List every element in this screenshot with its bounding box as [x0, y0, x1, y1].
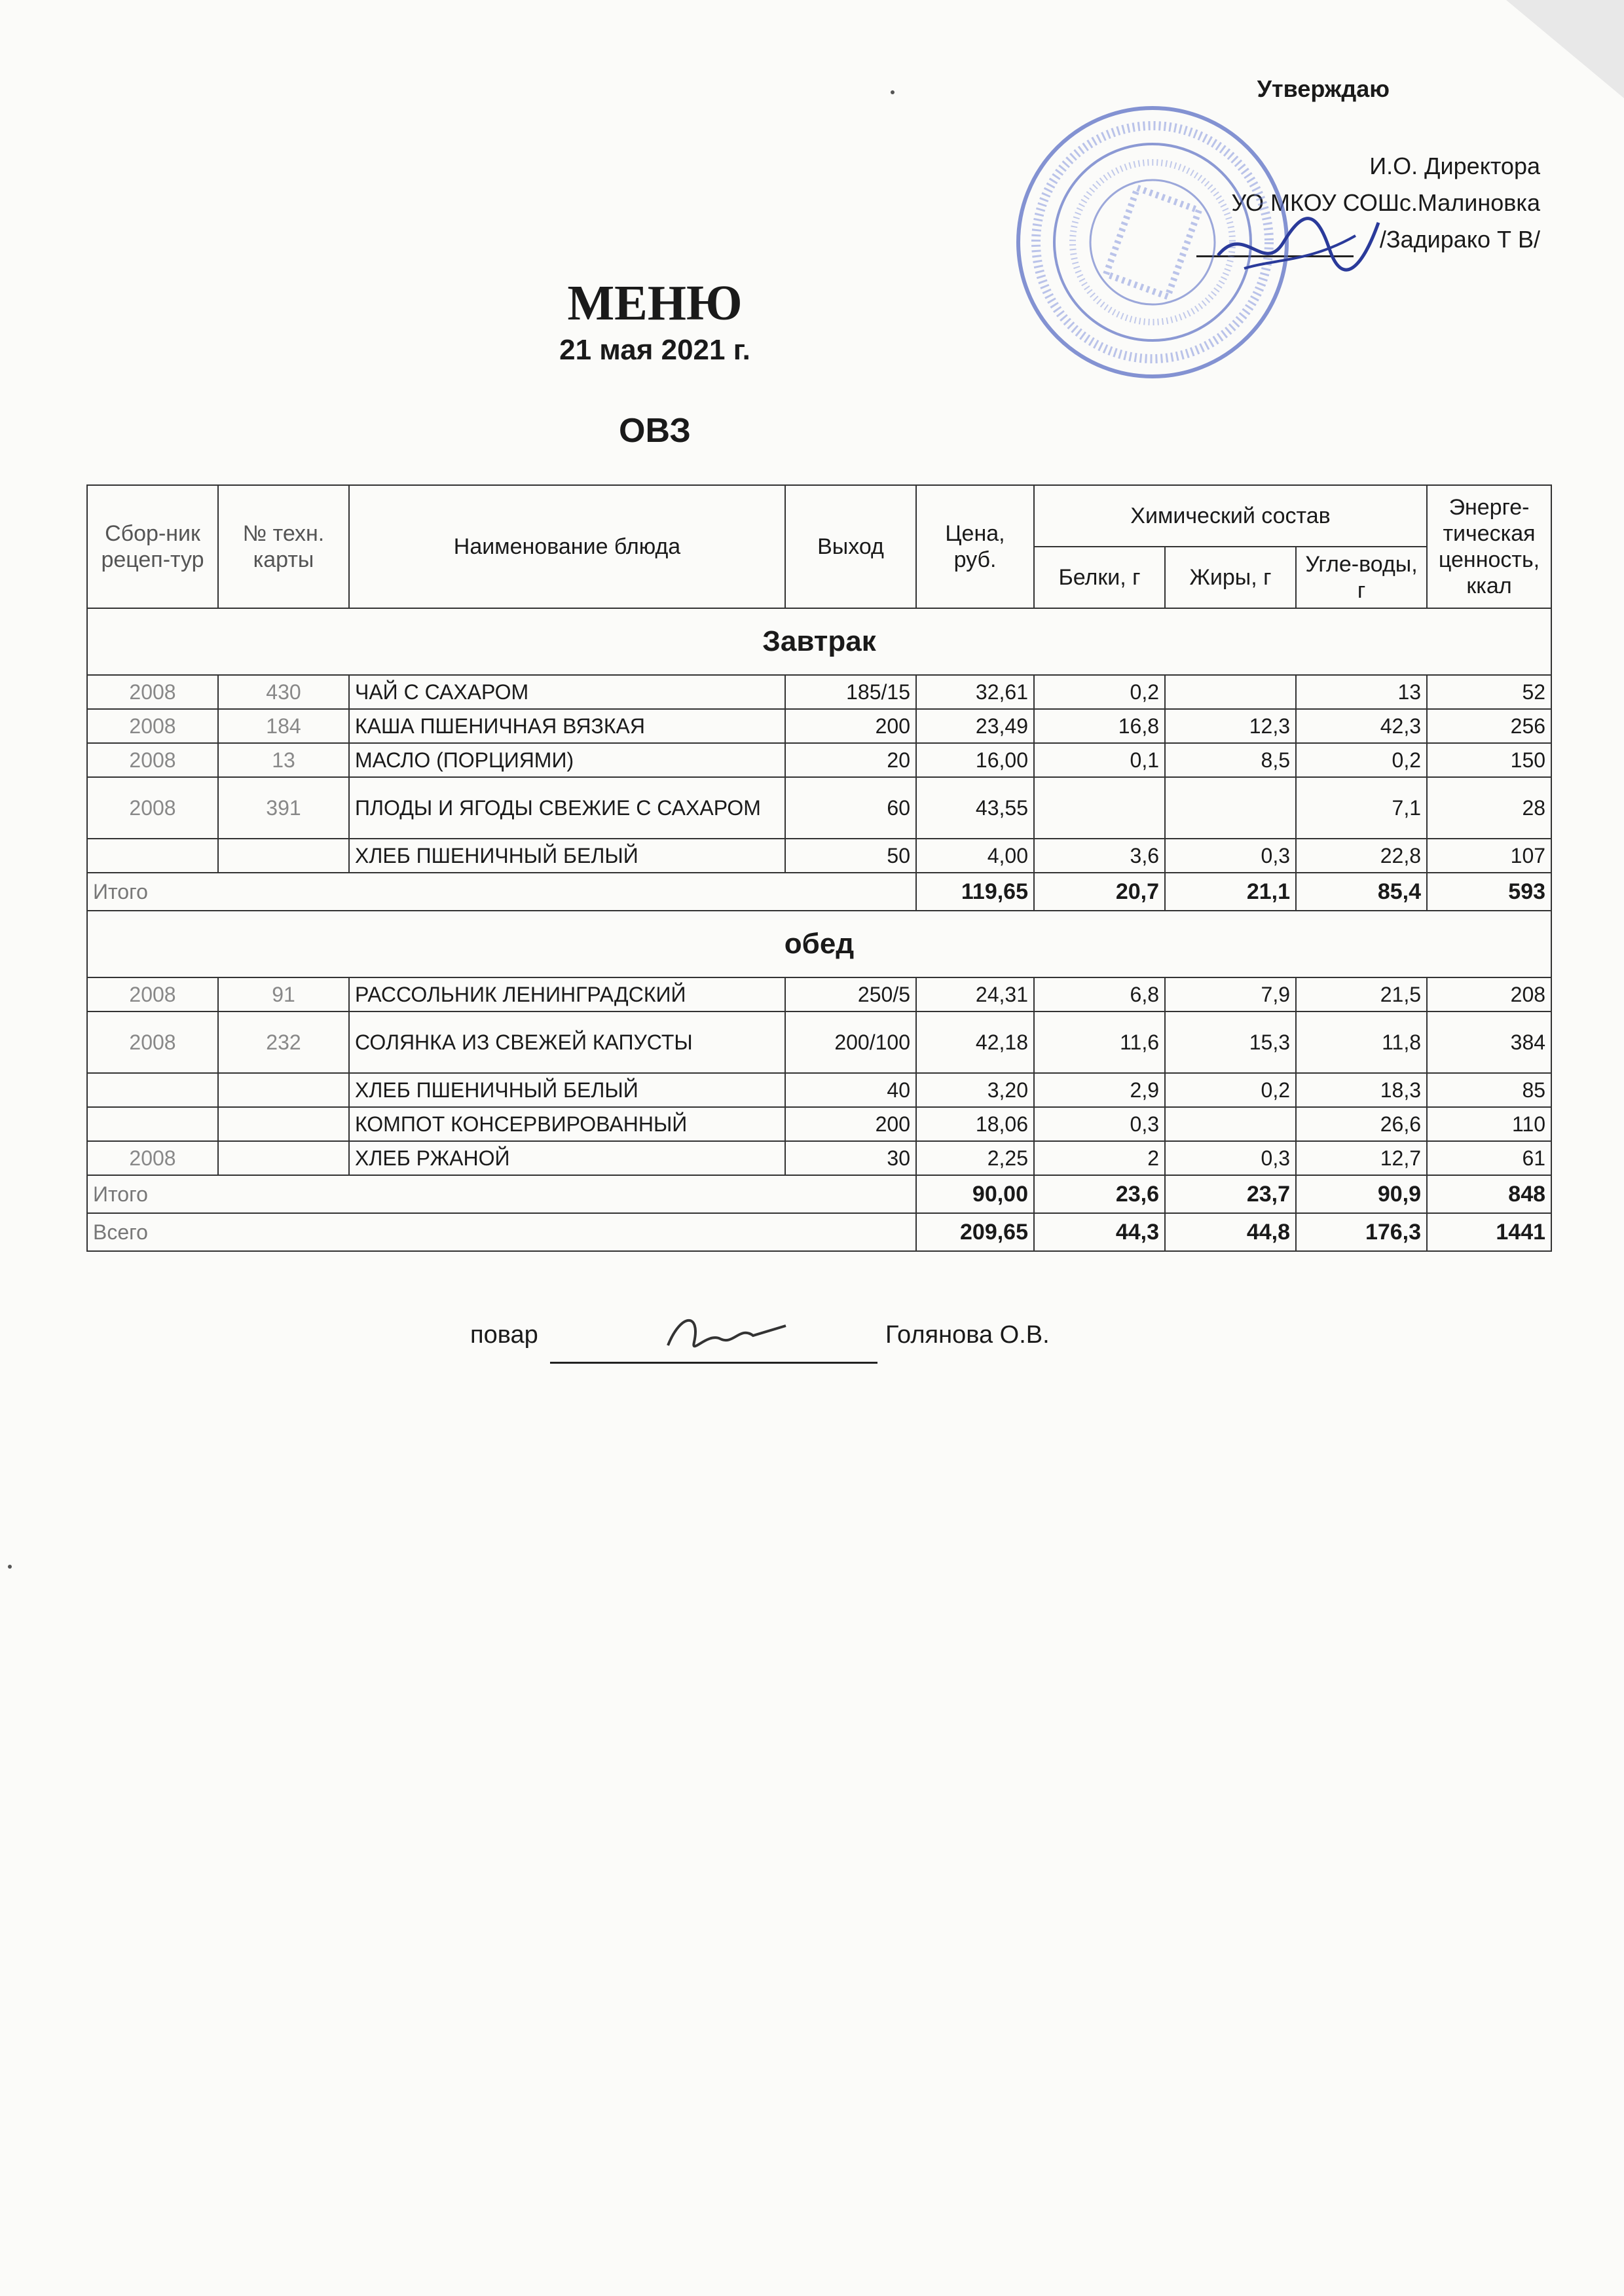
- cell-card: 232: [218, 1011, 349, 1073]
- approval-title: Утверждаю: [1257, 75, 1390, 102]
- speck: [8, 1565, 12, 1569]
- cook-name: Голянова О.В.: [885, 1321, 1050, 1349]
- approval-organization: УО МКОУ СОШс.Малиновка: [1231, 189, 1540, 216]
- cell-output: 60: [785, 777, 916, 839]
- cell-fat: 0,2: [1165, 1073, 1296, 1107]
- section-row: [87, 608, 1551, 675]
- approval-signatory: /Задирако Т В/: [1379, 226, 1540, 253]
- cell-name: РАССОЛЬНИК ЛЕНИНГРАДСКИЙ: [349, 977, 785, 1011]
- cell-name: ХЛЕБ ПШЕНИЧНЫЙ БЕЛЫЙ: [349, 1073, 785, 1107]
- cell-carbs: 7,1: [1296, 777, 1427, 839]
- col-card: № техн. карты: [218, 485, 349, 608]
- cell-carbs: 0,2: [1296, 743, 1427, 777]
- approval-position: И.О. Директора: [1369, 153, 1540, 179]
- total-fat: 44,8: [1165, 1213, 1296, 1251]
- col-name: Наименование блюда: [349, 485, 785, 608]
- cell-output: 250/5: [785, 977, 916, 1011]
- page-title: МЕНЮ: [567, 276, 743, 331]
- total-price: 209,65: [916, 1213, 1034, 1251]
- total-energy: 848: [1427, 1175, 1551, 1213]
- cell-card: 91: [218, 977, 349, 1011]
- col-chemical: Химический состав: [1034, 485, 1427, 547]
- table-row: [87, 675, 1551, 709]
- cell-carbs: 12,7: [1296, 1141, 1427, 1175]
- cell-name: ЧАЙ С САХАРОМ: [349, 675, 785, 709]
- cell-collection: 2008: [87, 743, 218, 777]
- cell-fat: 8,5: [1165, 743, 1296, 777]
- col-collection: Сбор-ник рецеп-тур: [87, 485, 218, 608]
- total-protein: 44,3: [1034, 1213, 1165, 1251]
- cell-protein: 2: [1034, 1141, 1165, 1175]
- cell-price: 16,00: [916, 743, 1034, 777]
- cell-fat: 12,3: [1165, 709, 1296, 743]
- folded-corner: [1506, 0, 1624, 98]
- cell-energy: 256: [1427, 709, 1551, 743]
- cell-card: 391: [218, 777, 349, 839]
- total-carbs: 176,3: [1296, 1213, 1427, 1251]
- cell-card: [218, 1141, 349, 1175]
- cell-output: 40: [785, 1073, 916, 1107]
- cell-output: 30: [785, 1141, 916, 1175]
- total-label: Итого: [87, 873, 916, 911]
- total-fat: 21,1: [1165, 873, 1296, 911]
- cook-label: повар: [470, 1321, 538, 1349]
- cell-collection: 2008: [87, 675, 218, 709]
- cell-price: 43,55: [916, 777, 1034, 839]
- section-title: Завтрак: [87, 608, 1551, 675]
- cell-energy: 107: [1427, 839, 1551, 873]
- total-energy: 1441: [1427, 1213, 1551, 1251]
- cell-output: 50: [785, 839, 916, 873]
- cell-protein: 3,6: [1034, 839, 1165, 873]
- cell-protein: 2,9: [1034, 1073, 1165, 1107]
- cell-fat: [1165, 675, 1296, 709]
- cell-protein: 0,2: [1034, 675, 1165, 709]
- total-carbs: 85,4: [1296, 873, 1427, 911]
- cell-output: 200: [785, 709, 916, 743]
- cell-card: [218, 839, 349, 873]
- cell-collection: 2008: [87, 1011, 218, 1073]
- cell-name: ПЛОДЫ И ЯГОДЫ СВЕЖИЕ С САХАРОМ: [349, 777, 785, 839]
- cell-output: 200: [785, 1107, 916, 1141]
- cell-carbs: 26,6: [1296, 1107, 1427, 1141]
- cell-carbs: 42,3: [1296, 709, 1427, 743]
- cell-protein: 6,8: [1034, 977, 1165, 1011]
- total-protein: 23,6: [1034, 1175, 1165, 1213]
- cell-carbs: 18,3: [1296, 1073, 1427, 1107]
- cell-name: МАСЛО (ПОРЦИЯМИ): [349, 743, 785, 777]
- cell-price: 32,61: [916, 675, 1034, 709]
- cell-card: 13: [218, 743, 349, 777]
- cell-energy: 208: [1427, 977, 1551, 1011]
- total-fat: 23,7: [1165, 1175, 1296, 1213]
- col-carbs: Угле-воды, г: [1296, 547, 1427, 608]
- cell-fat: 15,3: [1165, 1011, 1296, 1073]
- col-price: Цена, руб.: [916, 485, 1034, 608]
- table-row: [87, 977, 1551, 1011]
- cell-price: 4,00: [916, 839, 1034, 873]
- cell-energy: 110: [1427, 1107, 1551, 1141]
- table-row: [87, 777, 1551, 839]
- col-protein: Белки, г: [1034, 547, 1165, 608]
- total-label: Всего: [87, 1213, 916, 1251]
- cell-name: ХЛЕБ ПШЕНИЧНЫЙ БЕЛЫЙ: [349, 839, 785, 873]
- total-price: 90,00: [916, 1175, 1034, 1213]
- col-output: Выход: [785, 485, 916, 608]
- cell-price: 2,25: [916, 1141, 1034, 1175]
- cell-protein: 11,6: [1034, 1011, 1165, 1073]
- cell-output: 20: [785, 743, 916, 777]
- menu-group: ОВЗ: [619, 412, 691, 450]
- cell-collection: 2008: [87, 709, 218, 743]
- cell-carbs: 13: [1296, 675, 1427, 709]
- cell-carbs: 11,8: [1296, 1011, 1427, 1073]
- cell-card: [218, 1073, 349, 1107]
- section-title: обед: [87, 911, 1551, 977]
- cook-signature: [655, 1306, 799, 1365]
- table-row: [87, 1107, 1551, 1141]
- menu-body: [87, 608, 1551, 1251]
- cell-collection: [87, 1107, 218, 1141]
- cell-fat: [1165, 777, 1296, 839]
- table-row: [87, 1011, 1551, 1073]
- cell-price: 42,18: [916, 1011, 1034, 1073]
- cell-name: СОЛЯНКА ИЗ СВЕЖЕЙ КАПУСТЫ: [349, 1011, 785, 1073]
- total-carbs: 90,9: [1296, 1175, 1427, 1213]
- cell-output: 185/15: [785, 675, 916, 709]
- cell-energy: 52: [1427, 675, 1551, 709]
- cell-carbs: 21,5: [1296, 977, 1427, 1011]
- cell-protein: 0,3: [1034, 1107, 1165, 1141]
- cell-fat: 0,3: [1165, 1141, 1296, 1175]
- cell-protein: 16,8: [1034, 709, 1165, 743]
- subtotal-row: [87, 873, 1551, 911]
- table-row: [87, 1073, 1551, 1107]
- cell-price: 23,49: [916, 709, 1034, 743]
- cell-collection: 2008: [87, 977, 218, 1011]
- col-energy: Энерге-тическая ценность, ккал: [1427, 485, 1551, 608]
- cell-name: ХЛЕБ РЖАНОЙ: [349, 1141, 785, 1175]
- cell-energy: 61: [1427, 1141, 1551, 1175]
- cell-collection: 2008: [87, 1141, 218, 1175]
- grand-total-row: [87, 1213, 1551, 1251]
- speck: [891, 90, 895, 94]
- cell-energy: 85: [1427, 1073, 1551, 1107]
- cell-card: 430: [218, 675, 349, 709]
- total-label: Итого: [87, 1175, 916, 1213]
- table-row: [87, 743, 1551, 777]
- cell-collection: 2008: [87, 777, 218, 839]
- cell-fat: 0,3: [1165, 839, 1296, 873]
- total-protein: 20,7: [1034, 873, 1165, 911]
- cell-price: 18,06: [916, 1107, 1034, 1141]
- cell-energy: 28: [1427, 777, 1551, 839]
- cell-fat: 7,9: [1165, 977, 1296, 1011]
- menu-date: 21 мая 2021 г.: [559, 334, 750, 366]
- cell-price: 3,20: [916, 1073, 1034, 1107]
- total-energy: 593: [1427, 873, 1551, 911]
- cell-collection: [87, 839, 218, 873]
- cell-price: 24,31: [916, 977, 1034, 1011]
- cell-name: КОМПОТ КОНСЕРВИРОВАННЫЙ: [349, 1107, 785, 1141]
- cell-name: КАША ПШЕНИЧНАЯ ВЯЗКАЯ: [349, 709, 785, 743]
- cell-protein: [1034, 777, 1165, 839]
- cell-fat: [1165, 1107, 1296, 1141]
- cell-energy: 384: [1427, 1011, 1551, 1073]
- col-fat: Жиры, г: [1165, 547, 1296, 608]
- cell-card: [218, 1107, 349, 1141]
- cell-card: 184: [218, 709, 349, 743]
- cell-energy: 150: [1427, 743, 1551, 777]
- director-signature: [1205, 196, 1388, 288]
- total-price: 119,65: [916, 873, 1034, 911]
- table-row: [87, 839, 1551, 873]
- table-row: [87, 709, 1551, 743]
- cell-carbs: 22,8: [1296, 839, 1427, 873]
- cell-output: 200/100: [785, 1011, 916, 1073]
- subtotal-row: [87, 1175, 1551, 1213]
- menu-table: [86, 484, 1552, 1252]
- cell-protein: 0,1: [1034, 743, 1165, 777]
- section-row: [87, 911, 1551, 977]
- cell-collection: [87, 1073, 218, 1107]
- table-row: [87, 1141, 1551, 1175]
